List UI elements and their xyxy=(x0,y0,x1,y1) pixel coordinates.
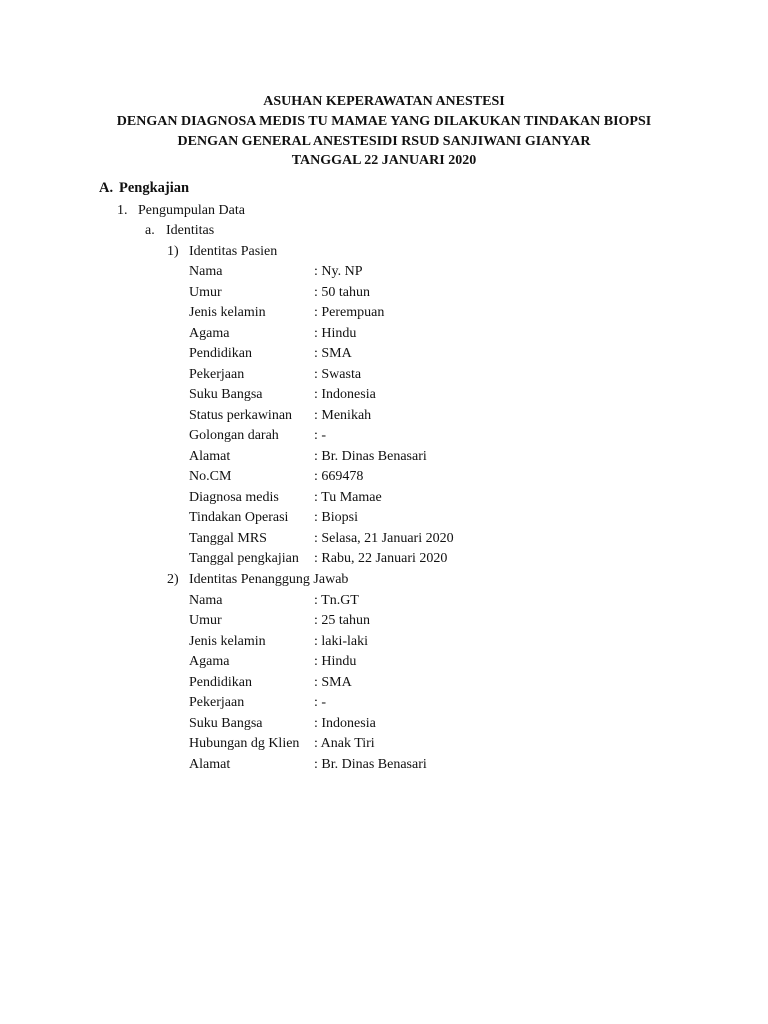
field-value: : Biopsi xyxy=(314,510,358,525)
field-value: : 669478 xyxy=(314,469,364,484)
table-row xyxy=(189,693,326,713)
field-value: : - xyxy=(314,428,327,443)
table-row xyxy=(189,262,363,282)
list-item-identitas xyxy=(145,221,214,241)
field-label: Jenis kelamin xyxy=(189,305,266,320)
field-label: Golongan darah xyxy=(189,428,279,443)
field-label: Pekerjaan xyxy=(189,367,245,382)
table-row xyxy=(189,385,376,405)
field-value: : Menikah xyxy=(314,408,372,423)
table-row xyxy=(189,406,371,426)
title-line: TANGGAL 22 JANUARI 2020 xyxy=(291,153,477,169)
field-label: Pendidikan xyxy=(189,346,252,361)
field-label: Umur xyxy=(189,285,222,300)
field-value: : 25 tahun xyxy=(314,613,370,628)
field-value: : Br. Dinas Benasari xyxy=(314,757,427,772)
section-heading-pengkajian xyxy=(99,180,189,197)
field-value: : Selasa, 21 Januari 2020 xyxy=(314,531,454,546)
table-row xyxy=(189,303,384,323)
table-row xyxy=(189,652,356,672)
field-label: Tanggal MRS xyxy=(189,531,267,546)
table-row xyxy=(189,365,361,385)
table-row xyxy=(189,426,326,446)
table-row xyxy=(189,755,427,775)
item-number: 1) xyxy=(167,244,179,259)
title-line: ASUHAN KEPERAWATAN ANESTESI xyxy=(263,94,505,109)
field-value: : SMA xyxy=(314,346,352,361)
field-value: : Indonesia xyxy=(314,716,376,731)
field-value: : Ny. NP xyxy=(314,264,363,279)
field-value: : - xyxy=(314,695,327,710)
field-value: : Hindu xyxy=(314,654,357,669)
table-row xyxy=(189,488,382,508)
table-row xyxy=(189,549,447,569)
field-label: Diagnosa medis xyxy=(189,490,279,505)
field-label: Agama xyxy=(189,654,230,669)
table-row xyxy=(189,283,370,303)
table-row xyxy=(189,673,352,693)
field-value: : Tu Mamae xyxy=(314,490,382,505)
field-label: Pekerjaan xyxy=(189,695,245,710)
table-row xyxy=(189,734,375,754)
table-row xyxy=(189,447,427,467)
field-value: : SMA xyxy=(314,675,352,690)
field-value: : 50 tahun xyxy=(314,285,370,300)
field-label: Agama xyxy=(189,326,230,341)
field-label: Pendidikan xyxy=(189,675,252,690)
item-label: Pengumpulan Data xyxy=(138,203,245,218)
field-label: Alamat xyxy=(189,449,231,464)
table-row xyxy=(189,529,454,549)
item-number: 1. xyxy=(117,203,128,218)
field-label: Tindakan Operasi xyxy=(189,510,289,525)
field-value: : Rabu, 22 Januari 2020 xyxy=(314,551,448,566)
item-label: Identitas xyxy=(166,223,215,238)
list-item-pengumpulan-data xyxy=(117,201,245,221)
field-value: : laki-laki xyxy=(314,634,369,649)
table-row xyxy=(189,508,358,528)
table-row xyxy=(189,324,356,344)
field-label: Jenis kelamin xyxy=(189,634,266,649)
subheading-identitas-penanggung-jawab xyxy=(167,570,348,590)
field-label: Nama xyxy=(189,593,223,608)
field-label: No.CM xyxy=(189,469,232,484)
field-label: Tanggal pengkajian xyxy=(189,551,299,566)
title-line: DENGAN GENERAL ANESTESIDI RSUD SANJIWANI GIANYAR xyxy=(177,133,591,149)
section-number: A. xyxy=(99,180,114,196)
document-title xyxy=(0,92,768,171)
field-value: : Indonesia xyxy=(314,387,376,402)
field-value: : Anak Tiri xyxy=(314,736,375,751)
field-label: Nama xyxy=(189,264,223,279)
field-value: : Br. Dinas Benasari xyxy=(314,449,427,464)
table-row xyxy=(189,344,352,364)
subheading-identitas-pasien xyxy=(167,242,277,262)
field-value: : Hindu xyxy=(314,326,357,341)
field-value: : Swasta xyxy=(314,367,362,382)
field-label: Alamat xyxy=(189,757,231,772)
field-label: Suku Bangsa xyxy=(189,716,263,731)
item-number: a. xyxy=(145,223,155,238)
field-label: Umur xyxy=(189,613,222,628)
section-label: Pengkajian xyxy=(119,180,190,196)
field-label: Suku Bangsa xyxy=(189,387,263,402)
table-row xyxy=(189,714,376,734)
item-label: Identitas Pasien xyxy=(189,244,278,259)
item-label: Identitas Penanggung Jawab xyxy=(189,572,349,587)
field-value: : Perempuan xyxy=(314,305,385,320)
field-label: Hubungan dg Klien xyxy=(189,736,300,751)
field-value: : Tn.GT xyxy=(314,593,359,608)
table-row xyxy=(189,591,359,611)
field-label: Status perkawinan xyxy=(189,408,293,423)
table-row xyxy=(189,467,363,487)
table-row xyxy=(189,611,370,631)
title-line: DENGAN DIAGNOSA MEDIS TU MAMAE YANG DILAKUKAN TINDAKAN BIOPSI xyxy=(116,113,652,129)
table-row xyxy=(189,632,368,652)
item-number: 2) xyxy=(167,572,179,587)
